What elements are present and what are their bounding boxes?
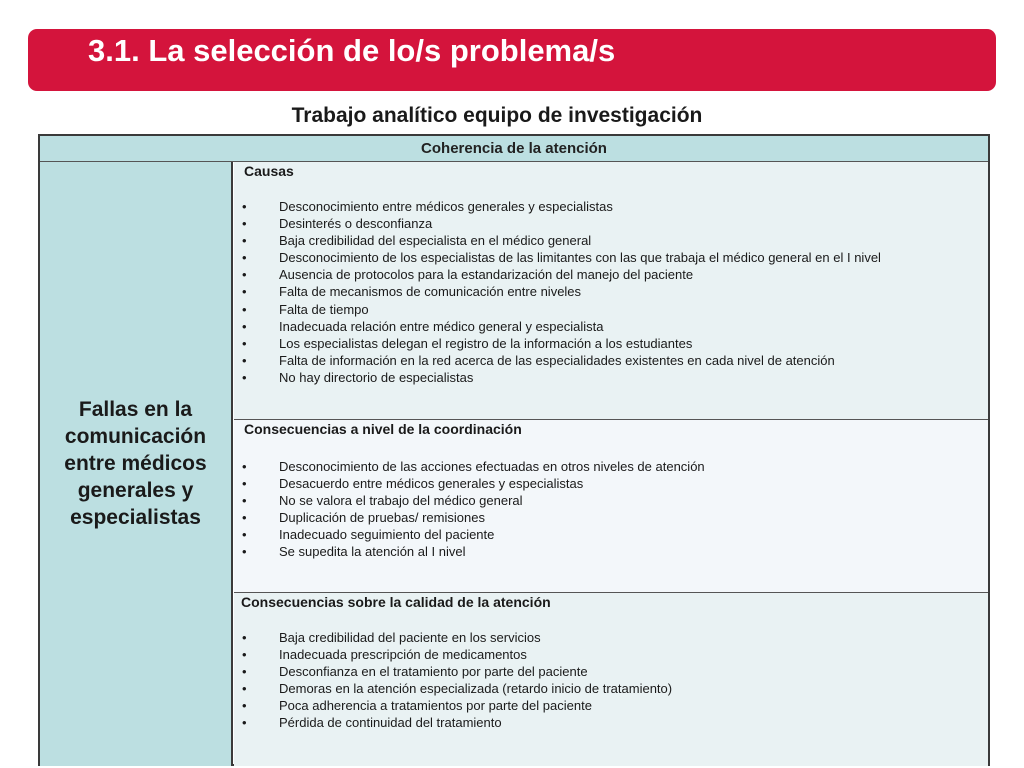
list-item: • Desinterés o desconfianza [234,215,881,232]
list-item: • Demoras en la atención especializada (retardo inicio de tratamiento) [234,680,672,697]
list-item: • Falta de información en la red acerca de las especialidades existentes en cada nivel de atención [234,352,881,369]
problem-label-line: generales y [77,479,194,502]
list-item: • No se valora el trabajo del médico general [234,492,705,509]
quality-list [234,629,672,732]
list-item: • Falta de tiempo [234,301,881,318]
quality-cell [234,593,988,766]
list-item: • Inadecuada relación entre médico general y especialista [234,318,881,335]
coordination-title: Consecuencias a nivel de la coordinación [244,421,522,437]
slide-title: 3.1. La selección de lo/s problema/s [88,33,616,68]
problem-label-line: entre médicos [64,452,207,475]
causes-title: Causas [244,163,294,179]
list-item: • Desconfianza en el tratamiento por parte del paciente [234,663,672,680]
list-item: • Duplicación de pruebas/ remisiones [234,509,705,526]
table-subtitle: Trabajo analítico equipo de investigación [291,104,703,127]
list-item: • Los especialistas delegan el registro de la información a los estudiantes [234,335,881,352]
list-item: • Pérdida de continuidad del tratamiento [234,714,672,731]
list-item: • Ausencia de protocolos para la estandarización del manejo del paciente [234,266,881,283]
problem-label [40,396,231,531]
list-item: • Inadecuado seguimiento del paciente [234,526,705,543]
list-item: • Falta de mecanismos de comunicación entre niveles [234,283,881,300]
table-header: Coherencia de la atención [40,136,988,162]
list-item: • Desacuerdo entre médicos generales y especialistas [234,475,705,492]
analysis-table [38,134,990,766]
causes-list [234,198,881,386]
causes-cell [234,162,988,420]
list-item: • Desconocimiento entre médicos generales y especialistas [234,198,881,215]
list-item: • Baja credibilidad del especialista en el médico general [234,232,881,249]
list-item: • Poca adherencia a tratamientos por parte del paciente [234,697,672,714]
list-item: • Baja credibilidad del paciente en los servicios [234,629,672,646]
list-item: • No hay directorio de especialistas [234,369,881,386]
quality-title: Consecuencias sobre la calidad de la atención [241,594,551,610]
problem-cell [40,162,233,766]
problem-label-line: comunicación [64,425,207,448]
list-item: • Desconocimiento de los especialistas de las limitantes con las que trabaja el médico general en el I nivel [234,249,881,266]
list-item: • Desconocimiento de las acciones efectuadas en otros niveles de atención [234,458,705,475]
list-item: • Se supedita la atención al I nivel [234,543,705,560]
problem-label-line: especialistas [70,506,201,529]
problem-label-line: Fallas en la [78,398,193,421]
coordination-cell [234,420,988,593]
coordination-list [234,458,705,561]
list-item: • Inadecuada prescripción de medicamentos [234,646,672,663]
